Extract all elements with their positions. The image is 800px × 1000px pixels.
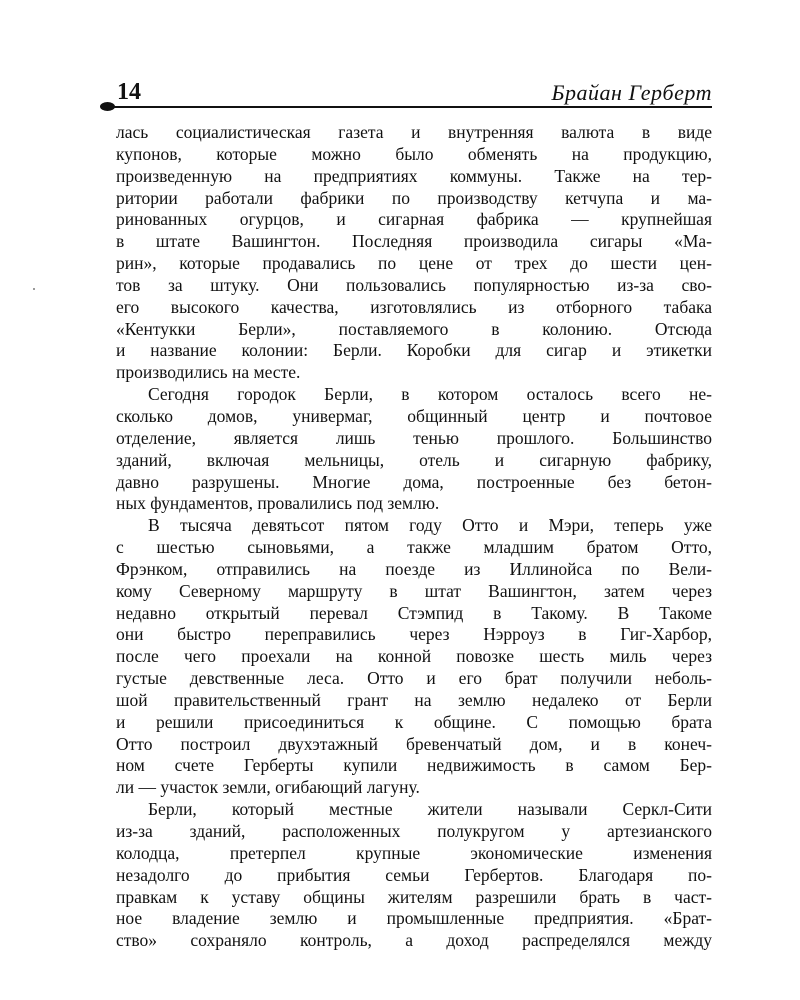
page-number: 14: [117, 79, 141, 105]
text-line: незадолго до прибытия семьи Гербертов. Благодаря по-: [116, 864, 712, 885]
text-line: правкам к уставу общины жителям разрешили брать в част-: [116, 886, 712, 907]
running-head: [100, 76, 712, 108]
scan-speck: [33, 288, 35, 290]
text-line: купонов, которые можно было обменять на продукцию,: [116, 143, 712, 164]
text-line: ном счете Герберты купили недвижимость в самом Бер-: [116, 755, 712, 776]
text-line: Фрэнком, отправились на поезде из Иллинойса по Вели-: [116, 558, 712, 579]
text-line: Сегодня городок Берли, в котором осталось всего не-: [148, 384, 712, 405]
text-line: после чего проехали на конной повозке шесть миль через: [116, 646, 712, 667]
text-line: производились на месте.: [116, 362, 301, 383]
text-line: кому Северному маршруту в штат Вашингтон, затем через: [116, 580, 712, 601]
running-title-author: Брайан Герберт: [551, 80, 712, 105]
text-line: тов за штуку. Они пользовались популярностью из-за сво-: [116, 274, 712, 295]
text-line: из-за зданий, расположенных полукругом у артезианского: [116, 821, 712, 841]
paragraph: [116, 799, 712, 952]
text-line: в штате Вашингтон. Последняя производила сигары «Ма-: [116, 231, 712, 252]
text-line: ство» сохраняло контроль, а доход распределялся между: [116, 930, 712, 951]
text-line: его высокого качества, изготовлялись из отборного табака: [116, 296, 712, 317]
paragraph: [116, 122, 712, 384]
text-line: ных фундаментов, провалились под землю.: [116, 493, 440, 514]
paragraph: [116, 384, 712, 515]
text-line: они быстро переправились через Нэрроуз в Гиг-Харбор,: [116, 624, 712, 645]
text-line: Отто построил двухэтажный бревенчатый дом, и в конеч-: [116, 733, 712, 754]
text-line: сколько домов, универмаг, общинный центр и почтовое: [116, 405, 712, 426]
text-line: зданий, включая мельницы, отель и сигарную фабрику,: [116, 449, 712, 470]
body-text: [116, 122, 712, 952]
text-line: шой правительственный грант на землю недалеко от Берли: [116, 689, 712, 710]
text-line: лась социалистическая газета и внутренняя валюта в виде: [116, 122, 712, 142]
text-line: «Кентукки Берли», поставляемого в колонию. Отсюда: [116, 318, 712, 339]
text-line: с шестью сыновьями, а также младшим братом Отто,: [116, 537, 712, 558]
text-line: рин», которые продавались по цене от трех до шести цен-: [116, 253, 712, 274]
text-line: и решили присоединиться к общине. С помощью брата: [116, 711, 712, 732]
text-line: колодца, претерпел крупные экономические изменения: [116, 842, 712, 863]
text-line: ное владение землю и промышленные предприятия. «Брат-: [116, 908, 712, 929]
header-rule: [108, 106, 712, 108]
text-line: отделение, является лишь тенью прошлого. Большинство: [116, 427, 712, 448]
paragraph: [116, 515, 712, 799]
text-line: ли — участок земли, огибающий лагуну.: [116, 777, 420, 798]
text-line: ринованных огурцов, и сигарная фабрика — крупнейшая: [116, 209, 712, 230]
text-line: недавно открытый перевал Стэмпид в Такому. В Такоме: [116, 602, 712, 623]
text-line: произведенную на предприятиях коммуны. Также на тер-: [116, 165, 712, 186]
text-line: и название колонии: Берли. Коробки для сигар и этикетки: [116, 340, 712, 361]
text-line: ритории работали фабрики по производству кетчупа и ма-: [116, 187, 712, 208]
text-line: густые девственные леса. Отто и его брат получили неболь-: [116, 668, 712, 689]
text-line: В тысяча девятьсот пятом году Отто и Мэри, теперь уже: [148, 515, 712, 536]
text-line: давно разрушены. Многие дома, построенные без бетон-: [116, 471, 712, 492]
text-line: Берли, который местные жители называли Серкл-Сити: [148, 799, 712, 820]
